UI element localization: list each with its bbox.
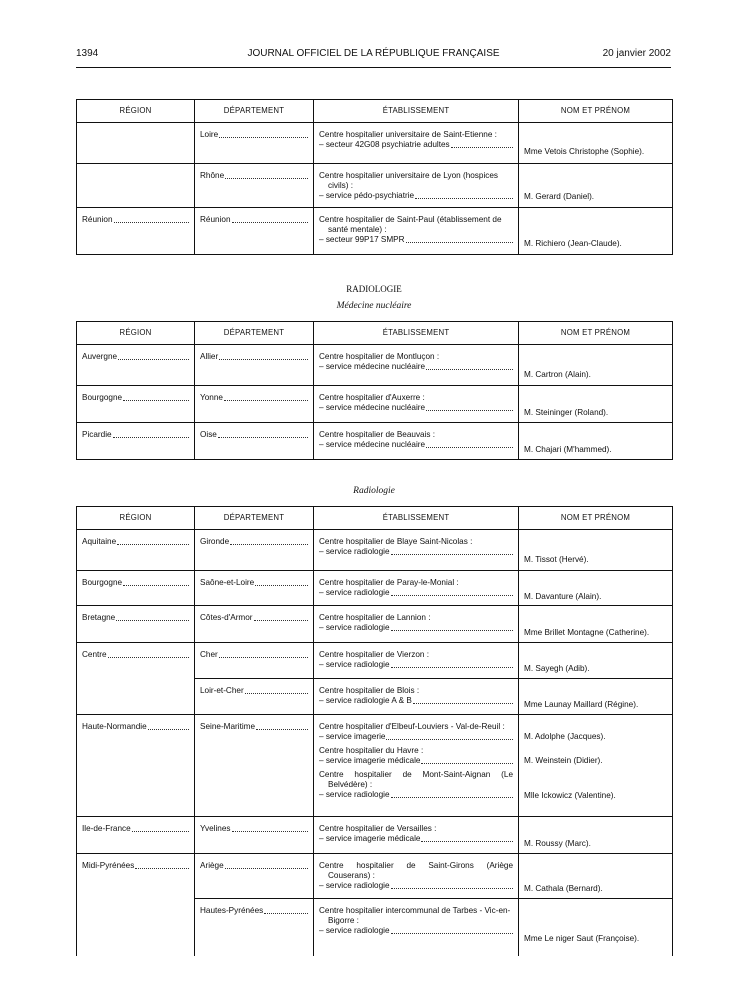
region-cell: Haute-Normandie (77, 715, 194, 732)
nom-cell: M. Richiero (Jean-Claude). (524, 239, 622, 248)
departement-cell: Oise (195, 423, 313, 440)
departement-cell: Rhône (195, 164, 313, 181)
nom-cell: M. Cathala (Bernard). (524, 884, 603, 893)
table-row (77, 386, 673, 423)
region-cell (77, 899, 195, 956)
region-cell: Centre (77, 643, 194, 660)
etablissement-cell: Centre hospitalier de Saint-Paul (établissement de santé mentale) : – secteur 99P17 SMPR (314, 208, 518, 249)
region-cell: Auvergne (77, 345, 194, 362)
table-row (77, 817, 673, 854)
nom-cell: M. Sayegh (Adib). (524, 664, 590, 673)
column-header-departement: DÉPARTEMENT (195, 100, 314, 123)
nom-cell: M. Gerard (Daniel). (524, 192, 595, 201)
table-row (77, 899, 673, 956)
etablissement-cell: Centre hospitalier de Lannion : – service radiologie (314, 606, 518, 637)
nom-cell: Mme Brillet Montagne (Catherine). (524, 628, 650, 637)
region-cell (77, 679, 195, 715)
departement-cell: Cher (195, 643, 313, 660)
etablissement-cell: Centre hospitalier de Paray-le-Monial : – service radiologie (314, 571, 518, 602)
column-header-nom: NOM ET PRÉNOM (519, 100, 673, 123)
nom-cell: Mme Le niger Saut (Françoise). (524, 933, 640, 943)
nom-cell: M. Roussy (Marc). (524, 839, 591, 848)
table-row (77, 854, 673, 899)
etablissement-cell: Centre hospitalier de Blois : – service radiologie A & B (314, 679, 518, 710)
subsection-title-medecine-nucleaire: Médecine nucléaire (336, 301, 412, 311)
table-row (77, 530, 673, 571)
region-cell (77, 123, 195, 164)
region-cell: Bourgogne (77, 386, 194, 403)
departement-cell: Côtes-d'Armor (195, 606, 313, 623)
region-cell: Midi-Pyrénées (77, 854, 194, 871)
etablissement-cell: Centre hospitalier universitaire de Lyon (hospices civils) : – service pédo-psychiatrie (314, 164, 518, 205)
departement-cell: Gironde (195, 530, 313, 547)
column-header-nom: NOM ET PRÉNOM (519, 507, 673, 530)
column-header-etablissement: ÉTABLISSEMENT (314, 100, 519, 123)
nom-cell: M. Adolphe (Jacques). M. Weinstein (Didier). Mlle Ickowicz (Valentine). (524, 732, 616, 800)
column-header-departement: DÉPARTEMENT (195, 507, 314, 530)
medecine-nucleaire-table (76, 321, 673, 460)
departement-cell: Hautes-Pyrénées (195, 899, 313, 916)
departement-cell: Loir-et-Cher (195, 679, 313, 696)
region-cell: Bourgogne (77, 571, 194, 588)
page-number: 1394 (76, 48, 99, 59)
region-cell (77, 164, 195, 208)
subsection-title-radiologie: Radiologie (353, 486, 395, 496)
table-row (77, 679, 673, 715)
table-row (77, 345, 673, 386)
departement-cell: Réunion (195, 208, 313, 225)
departement-cell: Yonne (195, 386, 313, 403)
table-row (77, 643, 673, 679)
publication-date: 20 janvier 2002 (602, 48, 671, 59)
nom-cell: Mme Vetois Christophe (Sophie). (524, 147, 645, 156)
section-title-radiologie: RADIOLOGIE (346, 284, 402, 294)
journal-title: JOURNAL OFFICIEL DE LA RÉPUBLIQUE FRANÇAISE (247, 48, 500, 59)
column-header-etablissement: ÉTABLISSEMENT (314, 322, 519, 345)
table-row (77, 423, 673, 460)
radiologie-table (76, 506, 673, 956)
column-header-departement: DÉPARTEMENT (195, 322, 314, 345)
column-header-nom: NOM ET PRÉNOM (519, 322, 673, 345)
region-cell: Aquitaine (77, 530, 194, 547)
nom-cell: M. Cartron (Alain). (524, 370, 591, 379)
table-row (77, 164, 673, 208)
column-header-etablissement: ÉTABLISSEMENT (314, 507, 519, 530)
etablissement-cell: Centre hospitalier de Versailles : – service imagerie médicale (314, 817, 518, 848)
region-cell: Bretagne (77, 606, 194, 623)
column-header-region: RÉGION (77, 100, 195, 123)
etablissement-cell: Centre hospitalier intercommunal de Tarbes - Vic-en- Bigorre : – service radiologie (314, 899, 518, 940)
nom-cell: Mme Launay Maillard (Régine). (524, 700, 639, 709)
column-header-region: RÉGION (77, 322, 195, 345)
etablissement-cell: Centre hospitalier de Saint-Girons (Ariège Couserans) : – service radiologie (319, 861, 513, 890)
table-row (77, 208, 673, 255)
table-row (77, 715, 673, 817)
table-row (77, 606, 673, 643)
nom-cell: M. Steininger (Roland). (524, 408, 609, 417)
table-row (77, 123, 673, 164)
etablissement-cell: Centre hospitalier de Blaye Saint-Nicolas : – service radiologie (314, 530, 518, 561)
table-header (77, 322, 673, 345)
nom-cell: M. Chajari (M'hammed). (524, 445, 612, 454)
region-cell: Ile-de-France (77, 817, 194, 834)
region-cell: Picardie (77, 423, 194, 440)
psychiatry-table (76, 99, 673, 255)
header-rule (76, 67, 671, 68)
table-header (77, 100, 673, 123)
departement-cell: Allier (195, 345, 313, 362)
departement-cell: Seine-Maritime (195, 715, 313, 732)
etablissement-cell: Centre hospitalier d'Elbeuf-Louviers - Val-de-Reuil : – service imagerie Centre hospitalier du Havre : – service imagerie médicale Centre hospitalier de Mont-Saint-Aignan (Le Belvédère) : – service radiologie (319, 722, 513, 799)
table-header (77, 507, 673, 530)
etablissement-cell: Centre hospitalier de Montluçon : – service médecine nucléaire (314, 345, 518, 376)
nom-cell: M. Davanture (Alain). (524, 592, 602, 601)
column-header-region: RÉGION (77, 507, 195, 530)
region-cell: Réunion (77, 208, 194, 225)
table-row (77, 571, 673, 606)
etablissement-cell: Centre hospitalier de Vierzon : – service radiologie (314, 643, 518, 674)
nom-cell: M. Tissot (Hervé). (524, 555, 589, 564)
page-header (76, 48, 671, 64)
etablissement-cell: Centre hospitalier d'Auxerre : – service médecine nucléaire (314, 386, 518, 417)
departement-cell: Ariège (195, 854, 313, 871)
departement-cell: Loire (195, 123, 313, 140)
etablissement-cell: Centre hospitalier de Beauvais : – service médecine nucléaire (314, 423, 518, 454)
departement-cell: Saône-et-Loire (195, 571, 313, 588)
departement-cell: Yvelines (195, 817, 313, 834)
etablissement-cell: Centre hospitalier universitaire de Saint-Etienne : – secteur 42G08 psychiatrie adultes (314, 123, 518, 154)
